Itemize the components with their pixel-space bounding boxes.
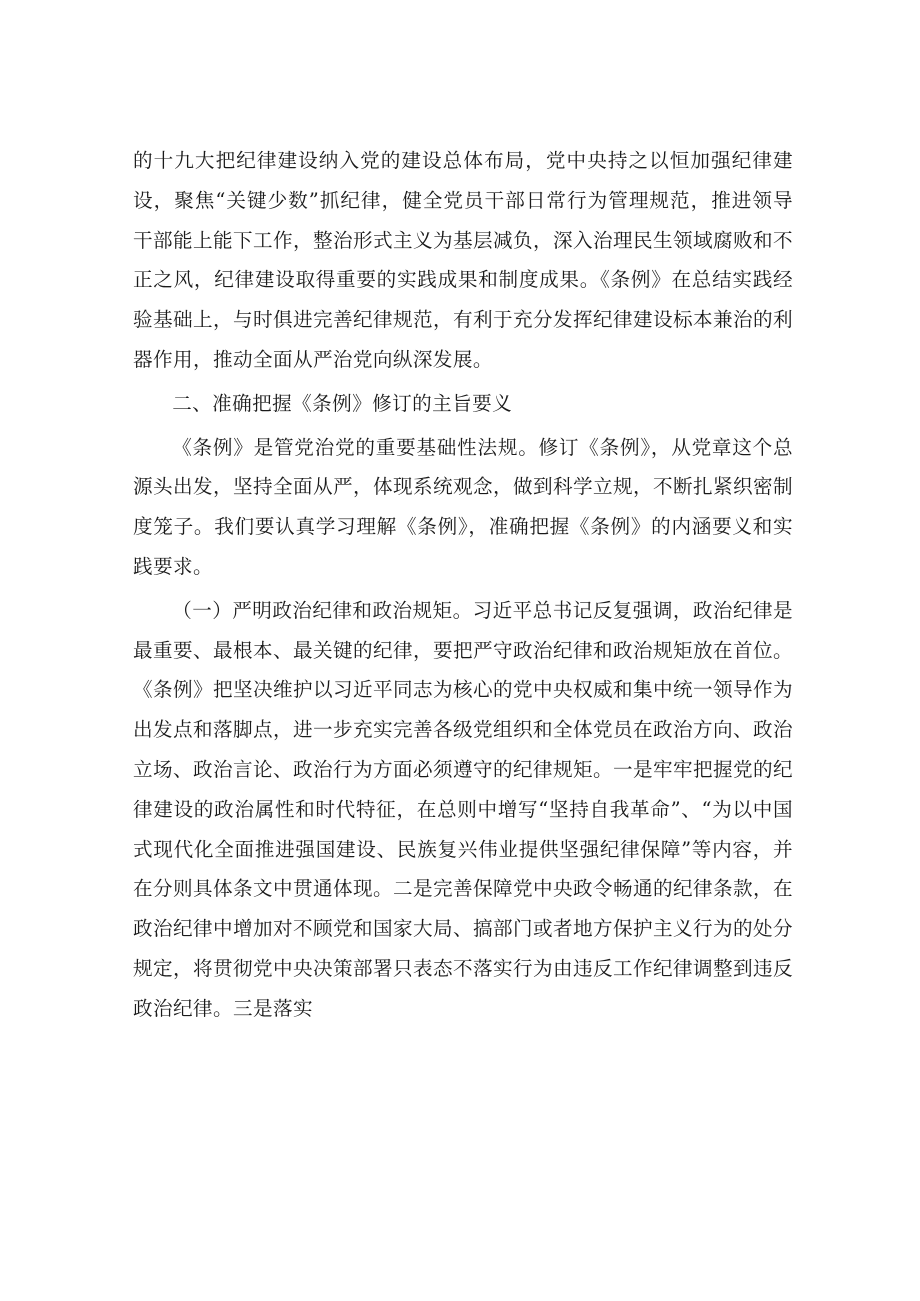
document-body [133,141,793,1033]
paragraph-political-discipline: （一）严明政治纪律和政治规矩。习近平总书记反复强调，政治纪律是最重要、最根本、最关键的纪律，要把严守政治纪律和政治规矩放在首位。《条例》把坚决维护以习近平同志为核心的党中央权威和集中统一领导作为出发点和落脚点，进一步充实完善各级党组织和全体党员在政治方向、政治立场、政治言论、政治行为方面必须遵守的纪律规矩。一是牢牢把握党的纪律建设的政治属性和时代特征，在总则中增写“坚持自我革命”、“为以中国式现代化全面推进强国建设、民族复兴伟业提供坚强纪律保障”等内容，并在分则具体条文中贯通体现。二是完善保障党中央政令畅通的纪律条款，在政治纪律中增加对不顾党和国家大局、搞部门或者地方保护主义行为的处分规定，将贯彻党中央决策部署只表态不落实行为由违反工作纪律调整到违反政治纪律。三是落实 [133,598,793,1020]
section-heading: 二、准确把握《条例》修订的主旨要义 [172,391,513,415]
paragraph-continuation: 的十九大把纪律建设纳入党的建设总体布局，党中央持之以恒加强纪律建设，聚焦“关键少数”抓纪律，健全党员干部日常行为管理规范，推进领导干部能上能下工作，整治形式主义为基层减负，深入治理民生领域腐败和不正之风，纪律建设取得重要的实践成果和制度成果。《条例》在总结实践经验基础上，与时俱进完善纪律规范，有利于充分发挥纪律建设标本兼治的利器作用，推动全面从严治党向纵深发展。 [133,149,793,371]
paragraph-intro: 《条例》是管党治党的重要基础性法规。修订《条例》，从党章这个总源头出发，坚持全面从严，体现系统观念，做到科学立规，不断扎紧织密制度笼子。我们要认真学习理解《条例》，准确把握《条例》的内涵要义和实践要求。 [133,435,793,578]
